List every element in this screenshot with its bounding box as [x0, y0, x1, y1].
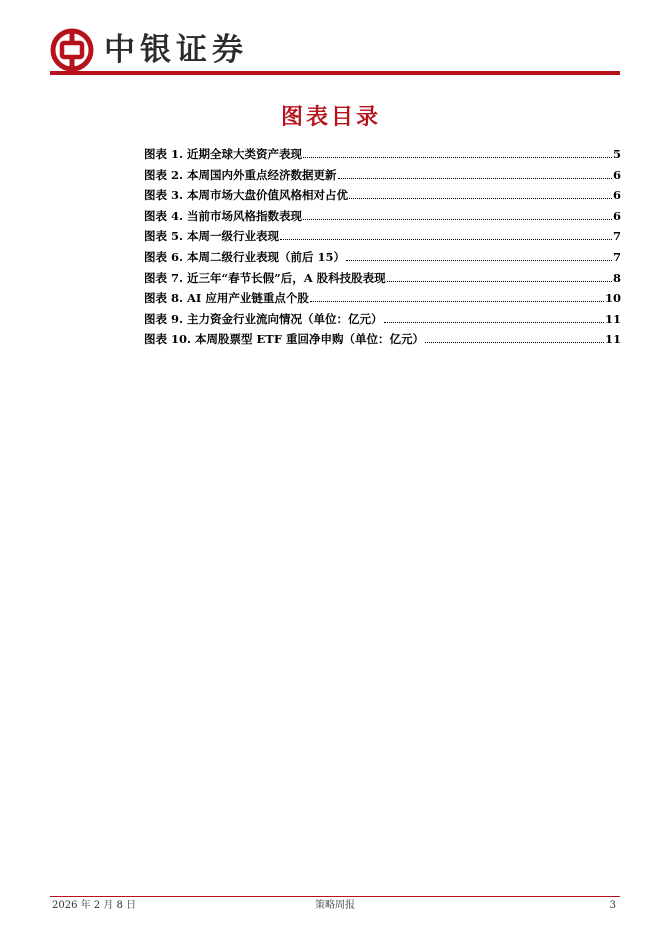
toc-item[interactable]: [144, 247, 621, 268]
brand-name: 中银证券: [104, 32, 248, 68]
footer-report-type: 策略周报: [315, 900, 355, 911]
toc-item-label: 图表 9. 主力资金行业流向情况（单位：亿元）: [144, 311, 383, 326]
toc-item[interactable]: [144, 185, 621, 206]
toc-dot-leader: [338, 177, 612, 179]
toc-item[interactable]: [144, 329, 621, 350]
toc-item-page: 11: [604, 311, 621, 326]
toc-item-label: 图表 7. 近三年“春节长假”后，A 股科技股表现: [144, 270, 386, 285]
toc-item[interactable]: [144, 309, 621, 330]
toc-item[interactable]: [144, 144, 621, 165]
toc-item-label: 图表 4. 当前市场风格指数表现: [144, 208, 303, 223]
toc-item-label: 图表 8. AI 应用产业链重点个股: [144, 291, 309, 306]
footer-divider: [50, 896, 620, 897]
toc-dot-leader: [346, 259, 612, 261]
toc-title: 图表目录: [280, 105, 381, 130]
toc-item-label: 图表 5. 本周一级行业表现: [144, 229, 280, 244]
toc-item-page: 8: [612, 270, 621, 285]
toc-item-page: 6: [612, 208, 621, 223]
toc-item-page: 11: [604, 332, 621, 347]
toc-item[interactable]: [144, 288, 621, 309]
toc-item-page: 5: [612, 147, 621, 161]
toc-item-label: 图表 3. 本周市场大盘价值风格相对占优: [144, 188, 349, 203]
toc-item-label: 图表 10. 本周股票型 ETF 重回净申购（单位：亿元）: [144, 332, 425, 347]
toc-dot-leader: [349, 197, 612, 199]
bank-of-china-logo-icon: [50, 28, 94, 72]
toc-item-page: 6: [612, 167, 621, 182]
page-footer: [50, 898, 620, 914]
toc-item-label: 图表 2. 本周国内外重点经济数据更新: [144, 167, 337, 182]
page-header: [50, 24, 620, 78]
toc-item[interactable]: [144, 165, 621, 186]
toc-item[interactable]: [144, 226, 621, 247]
toc-dot-leader: [280, 238, 612, 240]
toc-item-page: 10: [604, 291, 621, 306]
toc-item-page: 7: [612, 229, 621, 244]
toc-dot-leader: [303, 218, 612, 220]
toc-dot-leader: [310, 300, 604, 302]
toc-item-page: 6: [612, 188, 621, 203]
header-divider: [50, 71, 620, 75]
toc-list: [144, 144, 621, 350]
footer-page-number: 3: [609, 900, 616, 911]
toc-item[interactable]: [144, 206, 621, 227]
toc-item[interactable]: [144, 268, 621, 289]
toc-item-label: 图表 6. 本周二级行业表现（前后 15）: [144, 249, 346, 264]
toc-dot-leader: [387, 280, 612, 282]
toc-dot-leader: [425, 341, 604, 343]
toc-item-label: 图表 1. 近期全球大类资产表现: [144, 147, 303, 161]
footer-date: 2026 年 2 月 8 日: [52, 900, 137, 911]
toc-dot-leader: [303, 156, 612, 158]
toc-dot-leader: [384, 321, 604, 323]
toc-item-page: 7: [612, 249, 621, 264]
